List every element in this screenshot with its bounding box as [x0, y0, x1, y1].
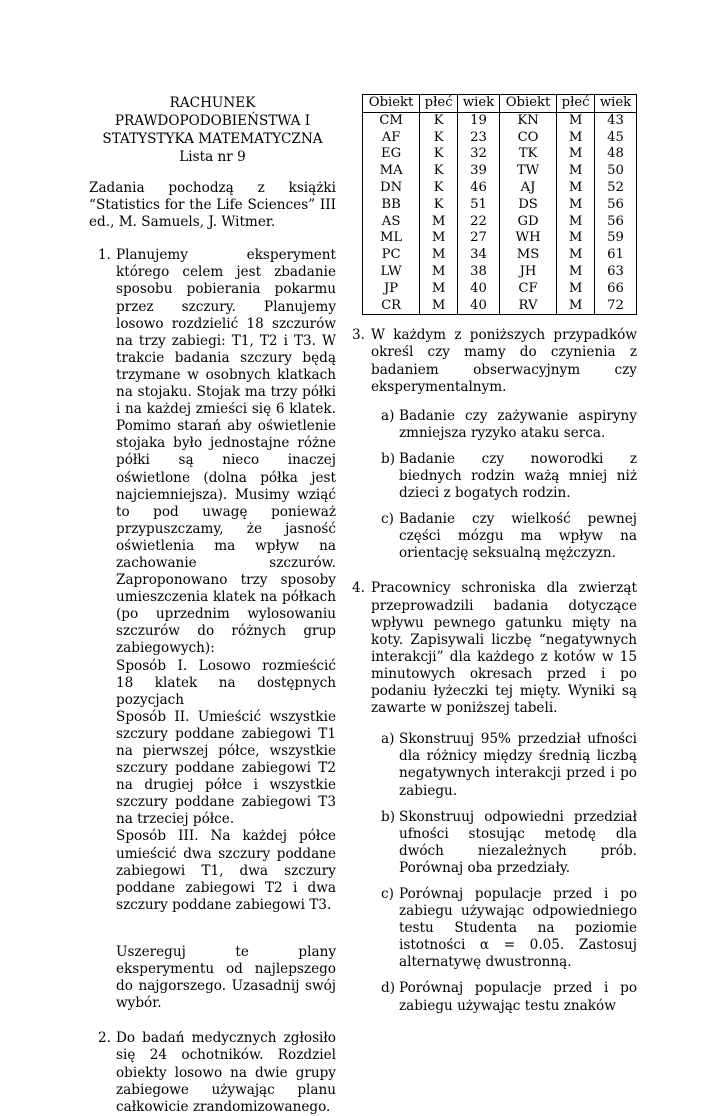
table-header-row — [363, 95, 637, 113]
table-cell: 50 — [595, 163, 637, 180]
subitem-label: a) — [381, 407, 395, 424]
subitem-text: Badanie czy zażywanie aspiryny zmniejsza ryzyko ataku serca. — [399, 407, 637, 441]
table-cell: K — [420, 146, 458, 163]
table-cell: M — [420, 247, 458, 264]
task-2 — [89, 1030, 336, 1115]
subitem — [371, 886, 637, 971]
page-title — [89, 94, 336, 166]
table-cell: M — [557, 298, 595, 315]
table-cell: WH — [499, 230, 556, 247]
subitem — [371, 451, 637, 502]
table-cell: M — [557, 180, 595, 197]
table-row — [363, 112, 637, 129]
table-cell: TK — [499, 146, 556, 163]
table-cell: M — [420, 230, 458, 247]
table-row — [363, 230, 637, 247]
table-cell: M — [420, 214, 458, 231]
table-cell: 39 — [458, 163, 500, 180]
task-number: 1. — [98, 247, 111, 264]
column-header: Obiekt — [363, 95, 420, 113]
table-cell: JH — [499, 264, 556, 281]
table-cell: M — [420, 264, 458, 281]
table-cell: M — [557, 247, 595, 264]
table-cell: M — [557, 264, 595, 281]
title-line: PRAWDOPODOBIEŃSTWA I — [114, 113, 311, 129]
table-cell: M — [557, 214, 595, 231]
task-text: Do badań medycznych zgłosiło się 24 ochotników. Rozdziel obiekty losowo na dwie grupy zabiegowe używając planu całkowicie zrandomizowanego. — [116, 1030, 336, 1115]
table-cell: M — [420, 298, 458, 315]
table-row — [363, 197, 637, 214]
table-cell: K — [420, 197, 458, 214]
table-cell: DN — [363, 180, 420, 197]
task-text: Planujemy eksperyment którego celem jest zbadanie sposobu pobierania pokarmu przez szczury. Planujemy losowo rozdzielić 18 szczurów na trzy zabiegi: T1, T2 i T3. W trakcie badania szczury będą trzymane w osobnych klatkach na stojaku. Stojak ma trzy półki i na każdej zmieści się 6 klatek. Pomimo starań aby oświetlenie stojaka było jednostajne różne półki są nieco inaczej oświetlone (dolna półka jest najciemniejsza). Musimy wziąć to pod uwagę ponieważ przypuszczamy, że jasność oświetlenia ma wpływ na zachowanie szczurów. Zaproponowano trzy sposoby umieszczenia klatek na półkach (po uprzednim wylosowaniu szczurów do różnych grup zabiegowych): — [116, 247, 336, 657]
table-cell: 46 — [458, 180, 500, 197]
subitem-label: b) — [381, 450, 396, 467]
table-cell: MS — [499, 247, 556, 264]
table-cell: M — [557, 230, 595, 247]
table-row — [363, 298, 637, 315]
table-cell: 32 — [458, 146, 500, 163]
table-cell: 59 — [595, 230, 637, 247]
table-cell: 61 — [595, 247, 637, 264]
list-number: Lista nr 9 — [179, 149, 246, 165]
subitem-text: Badanie czy wielkość pewnej części mózgu ma wpływ na orientację seksualną mężczyzn. — [399, 511, 637, 562]
table-cell: JP — [363, 281, 420, 298]
subitem-text: Skonstruuj 95% przedział ufności dla różnicy między średnią liczbą negatywnych interakcji przed i po zabiegu. — [399, 731, 637, 799]
task-1 — [89, 247, 336, 1012]
right-column — [352, 94, 637, 1015]
table-cell: CO — [499, 130, 556, 147]
table-cell: GD — [499, 214, 556, 231]
table-cell: K — [420, 180, 458, 197]
column-header: płeć — [420, 95, 458, 113]
table-row — [363, 214, 637, 231]
table-cell: 66 — [595, 281, 637, 298]
table-row — [363, 163, 637, 180]
subitem — [371, 980, 637, 1014]
table-cell: M — [557, 163, 595, 180]
table-cell: CM — [363, 112, 420, 129]
table-cell: TW — [499, 163, 556, 180]
column-header: płeć — [557, 95, 595, 113]
table-row — [363, 281, 637, 298]
subitem — [371, 731, 637, 799]
table-cell: DS — [499, 197, 556, 214]
subitem-text: Badanie czy noworodki z biednych rodzin ważą mniej niż dzieci z bogatych rodzin. — [399, 450, 637, 502]
table-row — [363, 264, 637, 281]
table-cell: RV — [499, 298, 556, 315]
subitem-label: a) — [381, 731, 395, 748]
subitem — [371, 809, 637, 877]
subitem — [371, 511, 637, 562]
table-row — [363, 146, 637, 163]
table-cell: LW — [363, 264, 420, 281]
table-row — [363, 247, 637, 264]
table-cell: 40 — [458, 298, 500, 315]
table-cell: BB — [363, 197, 420, 214]
table-cell: 43 — [595, 112, 637, 129]
table-cell: M — [557, 130, 595, 147]
subitem-text: Skonstruuj odpowiedni przedział ufności stosując metodę dla dwóch niezależnych prób. Porównaj oba przedziały. — [399, 808, 637, 876]
subitem-text: Porównaj populacje przed i po zabiegu używając odpowiedniego testu Studenta na poziomie istotności α = 0.05. Zastosuj alternatywę dwustronną. — [399, 885, 637, 971]
table-cell: 63 — [595, 264, 637, 281]
task-4 — [352, 580, 637, 1014]
table-cell: 56 — [595, 214, 637, 231]
column-header: wiek — [458, 95, 500, 113]
subitem — [371, 408, 637, 442]
table-cell: AS — [363, 214, 420, 231]
title-line: RACHUNEK — [169, 95, 256, 111]
table-cell: 38 — [458, 264, 500, 281]
volunteers-table — [362, 94, 637, 315]
table-cell: AJ — [499, 180, 556, 197]
column-header: wiek — [595, 95, 637, 113]
table-cell: 72 — [595, 298, 637, 315]
column-header: Obiekt — [499, 95, 556, 113]
table-cell: 22 — [458, 214, 500, 231]
table-cell: 27 — [458, 230, 500, 247]
table-cell: CR — [363, 298, 420, 315]
table-cell: 45 — [595, 130, 637, 147]
table-cell: AF — [363, 130, 420, 147]
table-cell: 34 — [458, 247, 500, 264]
table-row — [363, 180, 637, 197]
task-3 — [352, 327, 637, 562]
table-cell: 23 — [458, 130, 500, 147]
task-text: Pracownicy schroniska dla zwierząt przeprowadzili badania dotyczące wpływu pewnego gatunku mięty na koty. Zapisywali liczbę “negatywnych interakcji” dla każdego z kotów w 15 minutowych okresach przed i po podaniu łyżeczki tej mięty. Wyniki są zawarte w poniższej tabeli. — [371, 580, 637, 717]
table-cell: MA — [363, 163, 420, 180]
table-cell: KN — [499, 112, 556, 129]
table-cell: K — [420, 163, 458, 180]
intro-text: Zadania pochodzą z książki “Statistics for the Life Sciences” III ed., M. Samuels, J. Witmer. — [89, 180, 336, 231]
table-cell: K — [420, 112, 458, 129]
table-cell: 51 — [458, 197, 500, 214]
task-number: 4. — [352, 580, 365, 597]
task-closing: Uszereguj te plany eksperymentu od najlepszego do najgorszego. Uzasadnij swój wybór. — [116, 943, 336, 1012]
table-cell: EG — [363, 146, 420, 163]
subitem-label: d) — [381, 980, 396, 997]
table-cell: CF — [499, 281, 556, 298]
subitem-label: c) — [381, 885, 394, 902]
table-cell: 48 — [595, 146, 637, 163]
table-row — [363, 130, 637, 147]
subitem-text: Porównaj populacje przed i po zabiegu używając testu znaków — [399, 980, 637, 1014]
left-column — [89, 94, 336, 1116]
table-cell: ML — [363, 230, 420, 247]
task-number: 3. — [352, 327, 365, 344]
subitem-label: c) — [381, 511, 394, 528]
table-cell: PC — [363, 247, 420, 264]
title-line: STATYSTYKA MATEMATYCZNA — [102, 131, 323, 147]
table-cell: M — [557, 112, 595, 129]
table-cell: M — [557, 197, 595, 214]
table-cell: 56 — [595, 197, 637, 214]
table-cell: M — [557, 146, 595, 163]
method-2: Sposób II. Umieścić wszystkie szczury poddane zabiegowi T1 na pierwszej półce, wszystkie szczury poddane zabiegowi T2 na drugiej półce i wszystkie szczury poddane zabiegowi T3 na trzeciej półce. — [116, 708, 336, 828]
table-cell: 19 — [458, 112, 500, 129]
method-3: Sposób III. Na każdej półce umieścić dwa szczury poddane zabiegowi T1, dwa szczury poddane zabiegowi T2 i dwa szczury poddane zabiegowi T3. — [116, 828, 336, 913]
table-cell: 40 — [458, 281, 500, 298]
task-number: 2. — [98, 1030, 111, 1047]
table-cell: K — [420, 130, 458, 147]
table-cell: M — [557, 281, 595, 298]
subitem-label: b) — [381, 808, 396, 825]
table-cell: M — [420, 281, 458, 298]
table-body — [363, 112, 637, 315]
table-cell: 52 — [595, 180, 637, 197]
method-1: Sposób I. Losowo rozmieścić 18 klatek na dostępnych pozycjach — [116, 657, 336, 708]
task-text: W każdym z poniższych przypadków określ czy mamy do czynienia z badaniem obserwacyjnym czy eksperymentalnym. — [371, 327, 637, 395]
